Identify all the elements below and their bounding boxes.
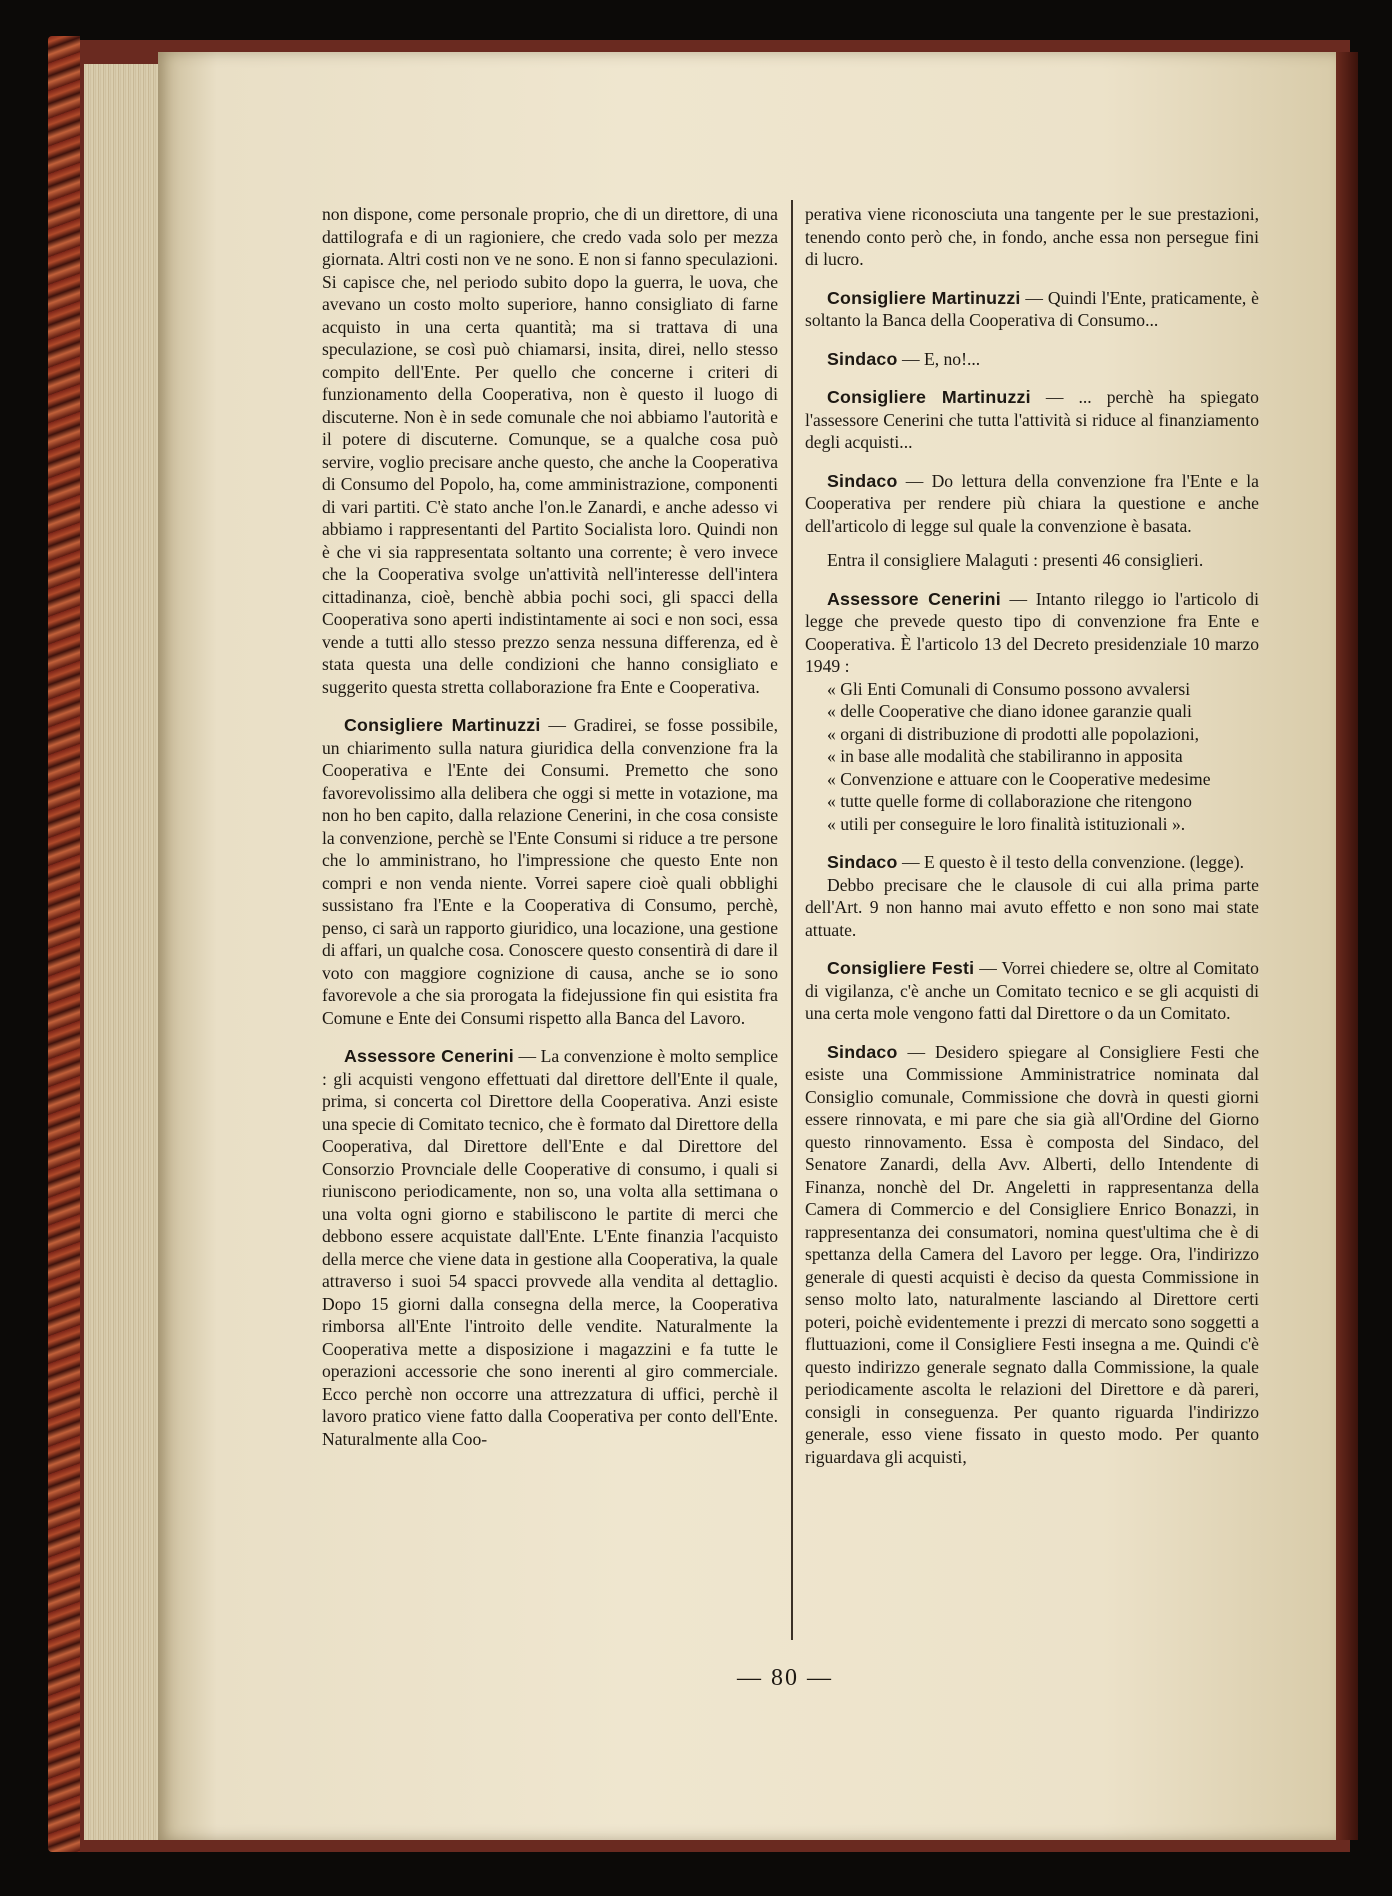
quote-line: « organi di distribuzione di prodotti alle popolazioni, bbox=[827, 723, 1200, 744]
speaker-name: Sindaco bbox=[827, 348, 898, 369]
quote-line: « Convenzione e attuare con le Cooperative medesime bbox=[827, 768, 1211, 789]
law-quotation bbox=[805, 678, 1259, 836]
procedural-note: Entra il consigliere Malaguti : presenti 46 consiglieri. bbox=[827, 550, 1204, 570]
speaker-name: Consigliere Festi bbox=[827, 958, 975, 978]
speaker-name: Sindaco bbox=[827, 470, 898, 491]
column-divider bbox=[791, 200, 793, 1640]
speech-paragraph bbox=[805, 386, 1259, 454]
speech-paragraph bbox=[805, 287, 1259, 332]
speech-paragraph bbox=[805, 1041, 1259, 1469]
speech-paragraph bbox=[805, 851, 1259, 874]
quote-line: « tutte quelle forme di collaborazione che ritengono bbox=[827, 791, 1192, 811]
speech-paragraph bbox=[805, 588, 1259, 678]
paragraph: Debbo precisare che le clausole di cui alla prima parte dell'Art. 9 non hanno mai avuto effetto e non sono mai state attuate. bbox=[805, 874, 1259, 940]
speech-text: — Gradirei, se fosse possibile, un chiarimento sulla natura giuridica della convenzione fra la Cooperativa e l'Ente dei Consumi. Premetto che sono favorevolissimo alla delibera che oggi si mette in votazione, ma non ho ben capito, dalla relazione Cenerini, in che cosa consiste la convenzione, perchè se l'Ente Consumi si riduce a tre persone che lo amministrano, ho l'impressione che questo Ente non compri e non venda niente. Vorrei sapere cioè quali obblighi sussistano fra l'Ente e la Cooperativa di Consumo, perchè, penso, ci sarà un rapporto giuridico, una locazione, una gestione di affari, un qualche cosa. Conoscere questo consentirà di dare il voto con maggiore cognizione di causa, anche se io sono favorevole a che sia prorogata la fidejussione fin qui esistita fra Comune e Ente dei Consumi rispetto alla Banca del Lavoro. bbox=[322, 715, 778, 1028]
speaker-name: Assessore Cenerini bbox=[344, 1046, 514, 1066]
speech-text: — E questo è il testo della convenzione. (legge). bbox=[897, 852, 1244, 872]
paragraph: perativa viene riconosciuta una tangente per le sue prestazioni, tenendo conto però che, in fondo, anche essa non persegue fini di lucro. bbox=[805, 204, 1259, 269]
speech-text: — ... perchè ha spiegato l'assessore Cenerini che tutta l'attività si riduce al finanziamento degli acquisti... bbox=[805, 387, 1259, 452]
speech-paragraph bbox=[322, 714, 778, 1029]
marbled-binding-edge bbox=[48, 36, 80, 1852]
speech-text: — Quindi l'Ente, praticamente, è soltanto la Banca della Cooperativa di Consumo... bbox=[805, 287, 1259, 330]
speech-text: — La convenzione è molto semplice : gli acquisti vengono effettuati dal direttore dell'Ente il quale, prima, si concerta col Direttore della Cooperativa. Anzi esiste una specie di Comitato tecnico, che è formato dal Direttore della Cooperativa, dal Direttore dell'Ente e dal Direttore del Consorzio Provnciale delle Cooperative di consumo, i quali si riuniscono periodicamente, non so, una volta alla settimana o una volta ogni giorno e stabiliscono le partite di merci che debbono essere acquistate dall'Ente. L'Ente finanzia l'acquisto della merce che viene data in gestione alla Cooperativa, la quale attraverso i suoi 54 spacci provvede alla vendita al dettaglio. Dopo 15 giorni dalla consegna della merce, la Cooperativa rimborsa all'Ente l'introito delle vendite. Naturalmente la Cooperativa mette a disposizione i magazzini e fa tutte le operazioni accessorie che sono inerenti al giro commerciale. Ecco perchè non occorre una attrezzatura di uffici, perchè il lavoro pratico viene fatto dalla Cooperativa per conto dell'Ente. Naturalmente alla Coo- bbox=[322, 1046, 778, 1449]
speaker-name: Consigliere Martinuzzi bbox=[344, 715, 541, 735]
speaker-name: Sindaco bbox=[827, 852, 898, 872]
speech-text: — Desidero spiegare al Consigliere Festi che esiste una Commissione Amministratrice nominata dal Consiglio comunale, Commissione che dovrà in questi giorni essere rinnovata, e mi pare che sia già all'Ordine del Giorno questo rinnovamento. Essa è composta del Sindaco, del Senatore Zanardi, della Avv. Alberti, dello Intendente di Finanza, nonchè del Dr. Angeletti in rappresentanza della Camera di Commercio e del Consigliere Enrico Bonazzi, in rappresentanza dei consumatori, nomina quest'ultima che è di spettanza della Camera del Lavoro per legge. Ora, l'indirizzo generale di questi acquisti è deciso da questa Commissione in senso molto lato, naturalmente lasciando al Direttore certi poteri, poichè evidentemente i prezzi di mercato sono soggetti a fluttuazioni, come il Consigliere Festi insegna a me. Quindi c'è questo indirizzo generale segnato dalla Commissione, la quale periodicamente ascolta le relazioni del Direttore e dà pareri, consigli in conseguenza. Per quanto riguarda l'indirizzo generale, esso viene fissato in questo modo. Per quanto riguardava gli acquisti, bbox=[805, 1041, 1259, 1467]
quote-line: « in base alle modalità che stabiliranno in apposita bbox=[827, 746, 1183, 766]
speech-text: — Vorrei chiedere se, oltre al Comitato di vigilanza, c'è anche un Comitato tecnico e se gli acquisti di una certa mole vengono fatti dal Direttore o da un Comitato. bbox=[805, 958, 1259, 1023]
speech-paragraph bbox=[805, 348, 1259, 371]
speaker-name: Consigliere Martinuzzi bbox=[827, 287, 1021, 308]
speech-paragraph bbox=[322, 1045, 778, 1450]
speaker-name: Assessore Cenerini bbox=[827, 588, 1001, 609]
right-text-column bbox=[805, 203, 1259, 1468]
speech-text: — E, no!... bbox=[897, 348, 981, 369]
speech-paragraph bbox=[805, 957, 1259, 1025]
quote-line: « delle Cooperative che diano idonee garanzie quali bbox=[827, 701, 1192, 721]
speech-text: — Do lettura della convenzione fra l'Ente e la Cooperativa per rendere più chiara la questione e anche dell'articolo di legge sul quale la convenzione è basata. bbox=[805, 470, 1259, 536]
speaker-name: Sindaco bbox=[827, 1041, 898, 1062]
page-number: — 80 — bbox=[737, 1665, 833, 1691]
speech-paragraph bbox=[805, 470, 1259, 538]
speech-text: — Intanto rileggo io l'articolo di legge che prevede questo tipo di convenzione fra Ente e Cooperativa. È l'articolo 13 del Decreto presidenziale 10 marzo 1949 : bbox=[805, 588, 1259, 676]
quote-line: « Gli Enti Comunali di Consumo possono avvalersi bbox=[827, 678, 1191, 699]
page-stack-edge bbox=[84, 64, 164, 1840]
quote-line: « utili per conseguire le loro finalità istituzionali ». bbox=[827, 813, 1186, 834]
left-text-column bbox=[322, 203, 778, 1450]
book-spine-right bbox=[1336, 52, 1358, 1840]
speaker-name: Consigliere Martinuzzi bbox=[827, 387, 1031, 407]
paragraph: non dispone, come personale proprio, che di un direttore, di una dattilografa e di un ragioniere, che credo vada solo per mezza giornata. Altri costi non ve ne sono. E non si fanno speculazioni. Si capisce che, nel periodo subito dopo la guerra, le uova, che avevano un costo molto superiore, hanno consigliato di farne acquisto in una certa quantità; ma si trattava di una speculazione, se così può chiamarsi, insita, direi, nello stesso compito dell'Ente. Per quello che concerne i criteri di funzionamento della Cooperativa, non è questo il luogo di discuterne. Non è in sede comunale che noi abbiamo l'autorità e il potere di discuterne. Comunque, se a qualche cosa può servire, voglio precisare anche questo, che anche la Cooperativa di Consumo del Popolo, ha, come amministrazione, componenti di vari partiti. C'è stato anche l'on.le Zanardi, e anche adesso vi abbiamo i rappresentanti del Partito Socialista loro. Quindi non è che vi sia rappresentata soltanto una corrente; è vero invece che la Cooperativa svolge un'attività nell'interesse dell'intera cittadinanza, cioè, benchè abbia pochi soci, gli spacci della Cooperativa sono aperti indistintamente ai soci e non soci, essa vende a tutti allo stesso prezzo senza nessuna differenza, ed è stata questa una delle condizioni che hanno consigliato e suggerito questa stretta collaborazione fra Ente e Cooperativa. bbox=[322, 204, 778, 697]
